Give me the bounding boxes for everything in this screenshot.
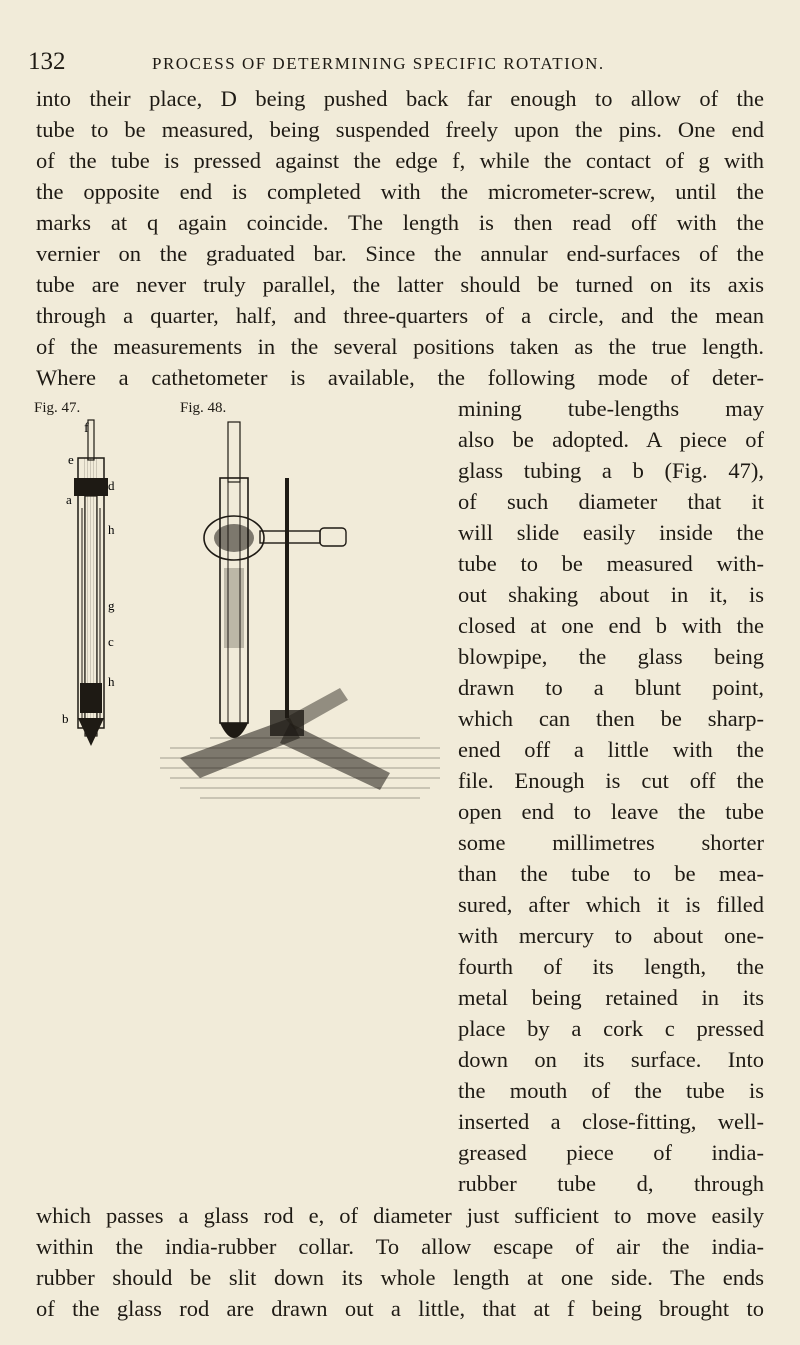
side-line: blowpipe, the glass being xyxy=(458,644,764,669)
body-line: tube are never truly parallel, the latter should be turned on its axis xyxy=(36,272,764,297)
body-line: marks at q again coincide. The length is then read off with the xyxy=(36,210,764,235)
fig47-label-e: e xyxy=(68,452,74,467)
side-line: the mouth of the tube is xyxy=(458,1078,764,1103)
fig48-cathetometer-stand-illustration xyxy=(140,418,450,808)
body-line: through a quarter, half, and three-quarters of a circle, and the mean xyxy=(36,303,764,328)
fig47-label-h-top: h xyxy=(108,522,115,537)
side-line: than the tube to be mea- xyxy=(458,861,764,886)
fig47-label-g: g xyxy=(108,598,115,613)
side-line: glass tubing a b (Fig. 47), xyxy=(458,458,764,483)
side-line: tube to be measured with- xyxy=(458,551,764,576)
body-line: of the glass rod are drawn out a little, that at f being brought to xyxy=(36,1296,764,1321)
running-head: PROCESS OF DETERMINING SPECIFIC ROTATION. xyxy=(152,54,605,73)
side-line: with mercury to about one- xyxy=(458,923,764,948)
side-line: drawn to a blunt point, xyxy=(458,675,764,700)
side-line: some millimetres shorter xyxy=(458,830,764,855)
body-line: of the tube is pressed against the edge f, while the contact of g with xyxy=(36,148,764,173)
side-line: will slide easily inside the xyxy=(458,520,764,545)
side-line: which can then be sharp- xyxy=(458,706,764,731)
side-line: out shaking about in it, is xyxy=(458,582,764,607)
body-line: the opposite end is completed with the micrometer-screw, until the xyxy=(36,179,764,204)
body-line: Where a cathetometer is available, the following mode of deter- xyxy=(36,365,764,390)
side-line: also be adopted. A piece of xyxy=(458,427,764,452)
side-line: metal being retained in its xyxy=(458,985,764,1010)
side-line: down on its surface. Into xyxy=(458,1047,764,1072)
fig47-label-f: f xyxy=(84,421,89,436)
side-line: of such diameter that it xyxy=(458,489,764,514)
side-line: fourth of its length, the xyxy=(458,954,764,979)
fig47-label-b: b xyxy=(62,711,69,726)
side-line: sured, after which it is filled xyxy=(458,892,764,917)
body-line: vernier on the graduated bar. Since the annular end-surfaces of the xyxy=(36,241,764,266)
body-line: which passes a glass rod e, of diameter just sufficient to move easily xyxy=(36,1203,764,1228)
fig47-label-c: c xyxy=(108,634,114,649)
fig47-caption: Fig. 47. xyxy=(34,400,81,416)
fig47-label-d: d xyxy=(108,478,115,493)
side-line: greased piece of india- xyxy=(458,1140,764,1165)
side-line: inserted a close-fitting, well- xyxy=(458,1109,764,1134)
body-line: within the india-rubber collar. To allow escape of air the india- xyxy=(36,1234,764,1259)
fig47-label-h-bottom: h xyxy=(108,674,115,689)
fig47-label-a: a xyxy=(66,492,72,507)
body-line: rubber should be slit down its whole length at one side. The ends xyxy=(36,1265,764,1290)
side-line: mining tube-lengths may xyxy=(458,396,764,421)
fig48-caption: Fig. 48. xyxy=(180,400,227,416)
side-line: file. Enough is cut off the xyxy=(458,768,764,793)
side-line: rubber tube d, through xyxy=(458,1171,764,1196)
body-line: tube to be measured, being suspended freely upon the pins. One end xyxy=(36,117,764,142)
body-line: into their place, D being pushed back far enough to allow of the xyxy=(36,86,764,111)
body-line: of the measurements in the several positions taken as the true length. xyxy=(36,334,764,359)
page-number: 132 xyxy=(28,48,66,75)
side-line: ened off a little with the xyxy=(458,737,764,762)
side-line: place by a cork c pressed xyxy=(458,1016,764,1041)
side-line: open end to leave the tube xyxy=(458,799,764,824)
page-header xyxy=(28,48,768,82)
side-line: closed at one end b with the xyxy=(458,613,764,638)
